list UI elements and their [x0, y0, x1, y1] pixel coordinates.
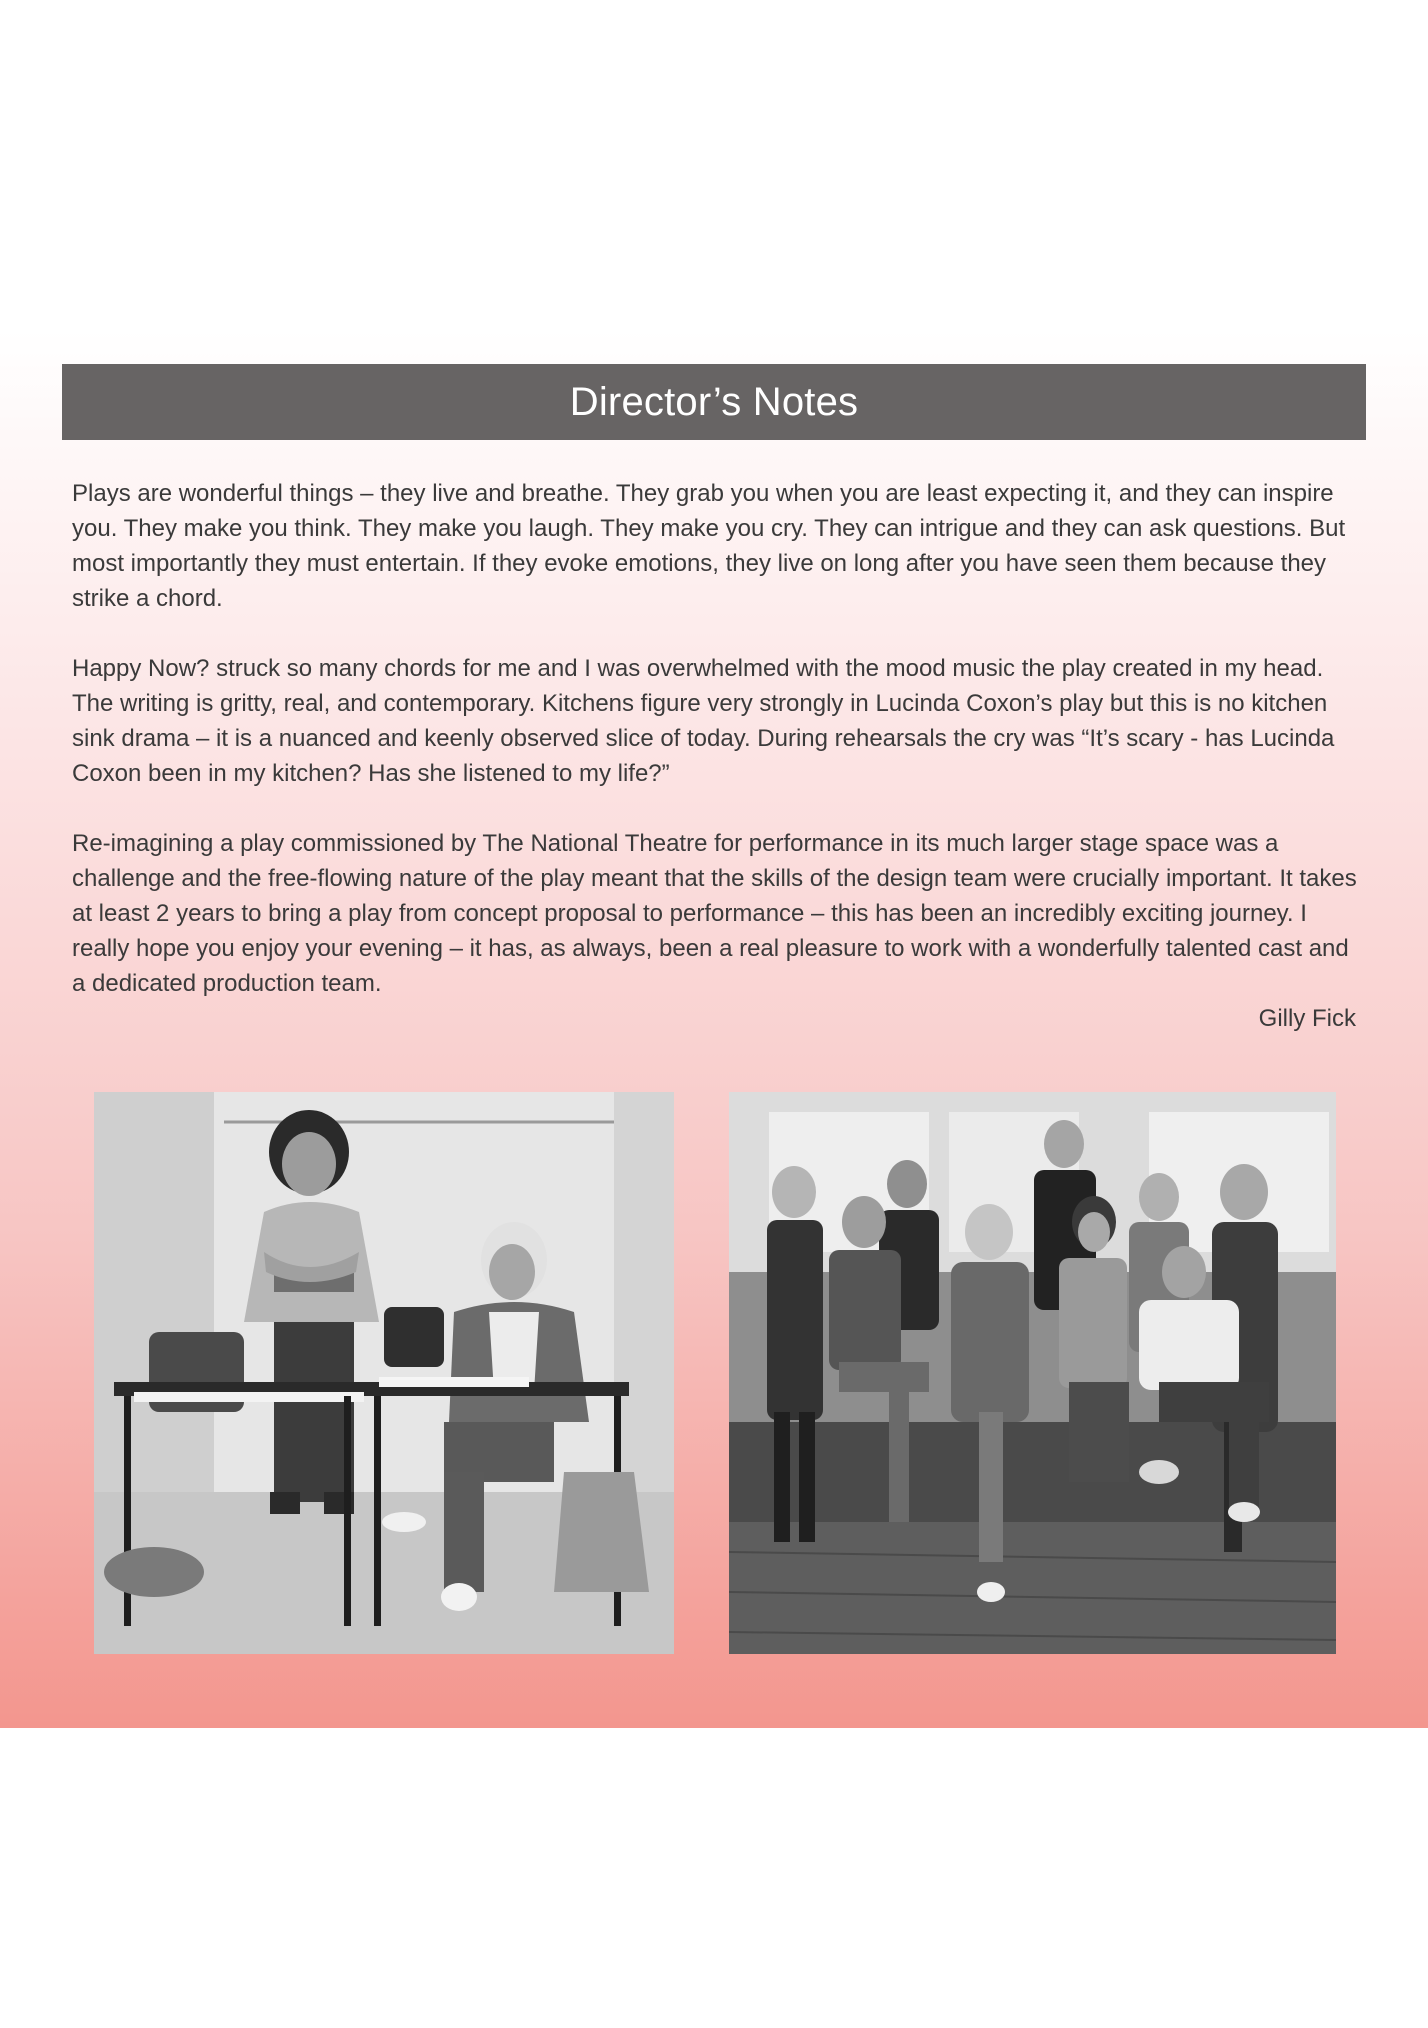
- rehearsal-photo: [94, 1092, 674, 1654]
- paragraph-2: Happy Now? struck so many chords for me and I was overwhelmed with the mood music the play created in my head. The writing is gritty, real, and contemporary. Kitchens figure very strongly in Lucinda Coxon’s play but this is no kitchen sink drama – it is a nuanced and keenly observed slice of today. During rehearsals the cry was “It’s scary - has Lucinda Coxon been in my kitchen? Has she listened to my life?”: [72, 655, 1335, 787]
- cast-group-photo-illustration: [729, 1092, 1336, 1654]
- signature: Gilly Fick: [1258, 1005, 1356, 1032]
- paragraph-1: Plays are wonderful things – they live and breathe. They grab you when you are least expecting it, and they can inspire you. They make you think. They make you laugh. They make you cry. They can intrigue and they can ask questions. But most importantly they must entertain. If they evoke emotions, they live on long after you have seen them because they strike a chord.: [72, 480, 1346, 612]
- page-title: Director’s Notes: [569, 379, 859, 424]
- rehearsal-photo-illustration: [94, 1092, 674, 1654]
- paragraph-3: Re-imagining a play commissioned by The National Theatre for performance in its much larger stage space was a challenge and the free-flowing nature of the play meant that the skills of the design team were crucially important. It takes at least 2 years to bring a play from concept proposal to performance – this has been an incredibly exciting journey. I really hope you enjoy your evening – it has, as always, been a real pleasure to work with a wonderfully talented cast and a dedicated production team.: [72, 830, 1357, 997]
- title-bar: [62, 364, 1366, 440]
- cast-group-photo: [729, 1092, 1336, 1654]
- director-notes-body: [72, 476, 1364, 1001]
